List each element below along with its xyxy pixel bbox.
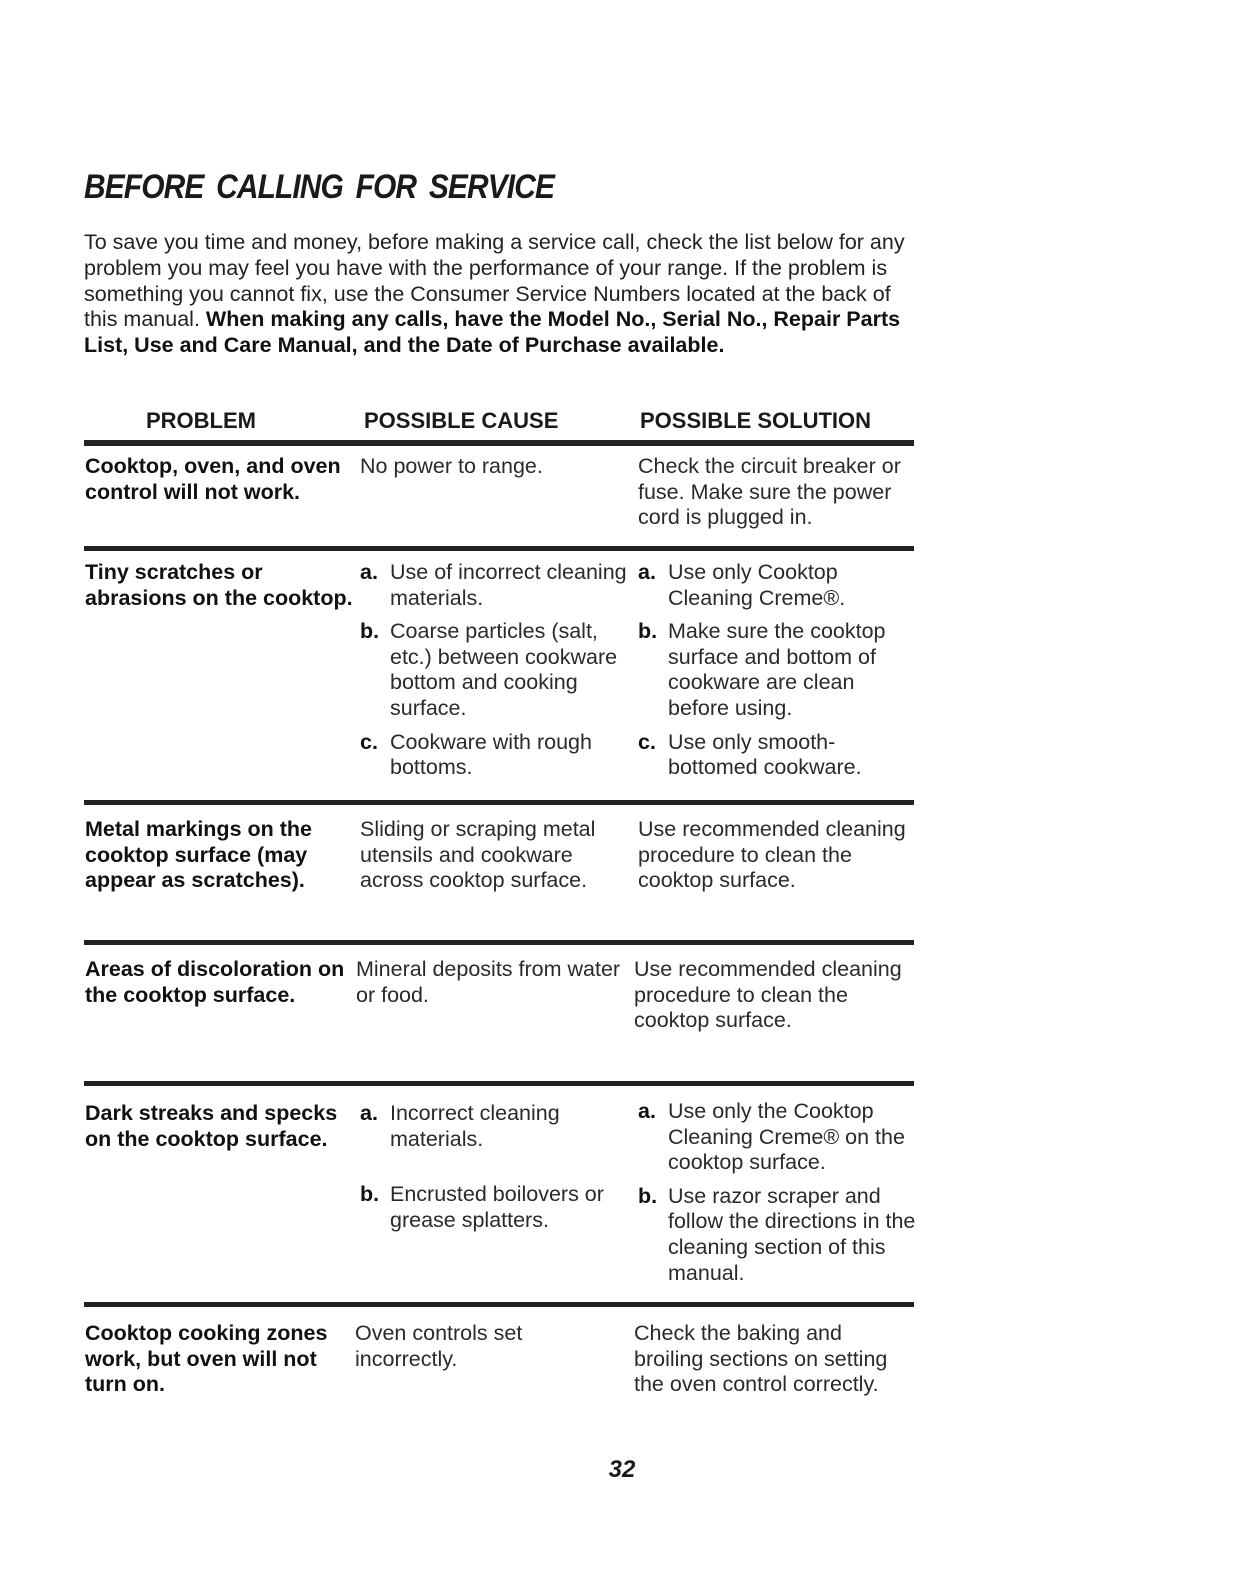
item-text: Use razor scraper and follow the directions in the cleaning section of this manual.: [668, 1183, 916, 1285]
header-possible-solution: POSSIBLE SOLUTION: [640, 408, 872, 433]
item-letter: a.: [638, 560, 656, 584]
item-text: Coarse particles (salt, etc.) between cookware bottom and cooking surface.: [390, 619, 618, 720]
cause-item: [360, 619, 630, 721]
row-3-solution: Use recommended cleaning procedure to clean the cooktop surface.: [638, 817, 906, 893]
item-letter: b.: [638, 1183, 658, 1208]
item-text: Use only smooth-bottomed cookware.: [668, 729, 862, 780]
divider: [84, 940, 914, 945]
row-3-cause: Sliding or scraping metal utensils and cookware across cooktop surface.: [360, 817, 596, 893]
item-letter: a.: [360, 560, 378, 584]
divider: [84, 1081, 914, 1086]
cause-item: [360, 1101, 630, 1152]
divider: [84, 440, 914, 446]
row-5-problem: Dark streaks and specks on the cooktop surface.: [85, 1101, 338, 1151]
row-2-solutions: [638, 560, 918, 789]
item-text: Make sure the cooktop surface and bottom of cookware are clean before using.: [668, 619, 886, 720]
item-text: Use only the Cooktop Cleaning Creme® on the cooktop surface.: [668, 1099, 905, 1175]
row-6-problem: Cooktop cooking zones work, but oven will not turn on.: [85, 1321, 328, 1397]
item-letter: b.: [638, 619, 658, 644]
solution-item: [638, 730, 918, 781]
row-2-problem: Tiny scratches or abrasions on the cooktop.: [85, 560, 353, 610]
row-2-causes: [360, 560, 630, 789]
row-4-cause: Mineral deposits from water or food.: [356, 957, 621, 1007]
item-letter: b.: [360, 1182, 380, 1207]
row-1-solution: Check the circuit breaker or fuse. Make sure the power cord is plugged in.: [638, 454, 901, 530]
item-text: Use only Cooktop Cleaning Creme®.: [668, 560, 846, 610]
header-possible-cause: POSSIBLE CAUSE: [364, 408, 559, 433]
solution-item: [638, 619, 918, 721]
item-letter: a.: [360, 1101, 378, 1125]
solution-item: [638, 1184, 918, 1286]
page-title: BEFORE CALLING FOR SERVICE: [84, 168, 555, 206]
divider: [84, 800, 914, 805]
item-letter: c.: [638, 729, 656, 754]
row-1-problem: Cooktop, oven, and oven control will not work.: [85, 454, 341, 504]
page-number: 32: [608, 1456, 636, 1483]
item-letter: b.: [360, 619, 380, 644]
cause-item: [360, 1182, 630, 1233]
divider: [84, 546, 914, 551]
row-4-problem: Areas of discoloration on the cooktop surface.: [85, 957, 345, 1007]
item-text: Incorrect cleaning materials.: [390, 1101, 560, 1151]
item-text: Encrusted boilovers or grease splatters.: [390, 1182, 604, 1232]
row-5-causes: [360, 1101, 630, 1241]
intro-paragraph: [84, 230, 924, 359]
cause-item: [360, 730, 630, 781]
item-letter: a.: [638, 1099, 656, 1123]
solution-item: [638, 1099, 918, 1176]
cause-item: [360, 560, 630, 611]
row-5-solutions: [638, 1099, 918, 1294]
item-text: Use of incorrect cleaning materials.: [390, 560, 627, 610]
intro-text: To save you time and money, before making a service call, check the list below for any problem you may feel you have with the performance of your range. If the problem is something you cannot fix, use the Consumer Service Numbers located at the back of this manual.: [84, 230, 905, 332]
item-text: Cookware with rough bottoms.: [390, 729, 592, 780]
solution-item: [638, 560, 918, 611]
row-1-cause: No power to range.: [360, 454, 543, 478]
row-6-cause: Oven controls set incorrectly.: [355, 1321, 523, 1371]
row-6-solution: Check the baking and broiling sections on setting the oven control correctly.: [634, 1321, 888, 1397]
row-4-solution: Use recommended cleaning procedure to clean the cooktop surface.: [634, 957, 902, 1033]
item-letter: c.: [360, 729, 378, 754]
intro-bold-text: When making any calls, have the Model No., Serial No., Repair Parts List, Use and Care Manual, and the Date of Purchase available.: [84, 307, 901, 358]
header-problem: PROBLEM: [146, 408, 256, 433]
divider: [84, 1302, 914, 1307]
row-3-problem: Metal markings on the cooktop surface (may appear as scratches).: [85, 817, 312, 893]
